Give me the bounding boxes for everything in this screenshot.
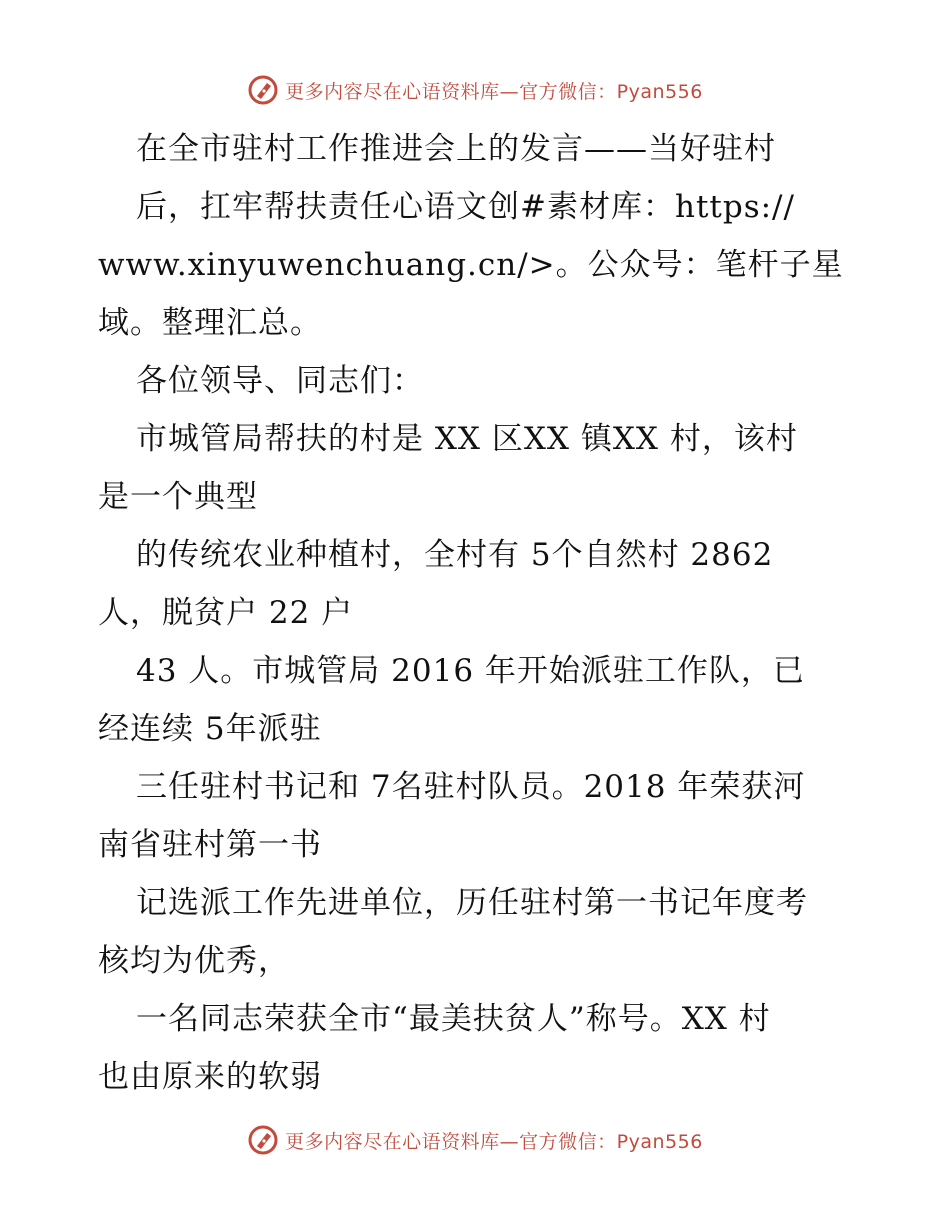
doc-line: 经连续 5年派驻 (98, 711, 322, 747)
document-body (98, 120, 858, 1106)
doc-line: 市城管局帮扶的村是 XX 区XX 镇XX 村，该村 (136, 421, 798, 457)
doc-line: 43 人。市城管局 2016 年开始派驻工作队，已 (136, 653, 805, 689)
doc-line: www.xinyuwenchuang.cn/>。公众号：笔杆子星 (98, 247, 844, 283)
doc-line: 也由原来的软弱 (98, 1059, 322, 1095)
footer-banner-handle: Pyan556 (616, 1130, 703, 1153)
doc-line: 域。整理汇总。 (98, 305, 322, 341)
doc-line: 核均为优秀， (98, 943, 290, 979)
doc-line: 人，脱贫户 22 户 (98, 595, 354, 631)
doc-line: 的传统农业种植村，全村有 5个自然村 2862 (136, 537, 774, 573)
doc-line: 各位领导、同志们： (136, 363, 424, 399)
doc-line: 后，扛牢帮扶责任心语文创#素材库：https:// (136, 189, 795, 225)
doc-line: 三任驻村书记和 7名驻村队员。2018 年荣获河 (136, 769, 806, 805)
header-banner (0, 70, 950, 110)
doc-line: 是一个典型 (98, 479, 258, 515)
header-banner-text: 更多内容尽在心语资料库—官方微信：Pyan556 (285, 80, 703, 103)
footer-banner-text: 更多内容尽在心语资料库—官方微信：Pyan556 (285, 1130, 703, 1153)
footer-banner (0, 1120, 950, 1160)
doc-line: 在全市驻村工作推进会上的发言——当好驻村 (136, 131, 776, 167)
header-banner-handle: Pyan556 (616, 80, 703, 103)
doc-line: 南省驻村第一书 (98, 827, 322, 863)
pen-nib-circle-icon (247, 1124, 279, 1156)
pen-nib-circle-icon (247, 74, 279, 106)
doc-line: 一名同志荣获全市“最美扶贫人”称号。XX 村 (136, 1001, 771, 1037)
doc-line: 记选派工作先进单位，历任驻村第一书记年度考 (136, 885, 808, 921)
